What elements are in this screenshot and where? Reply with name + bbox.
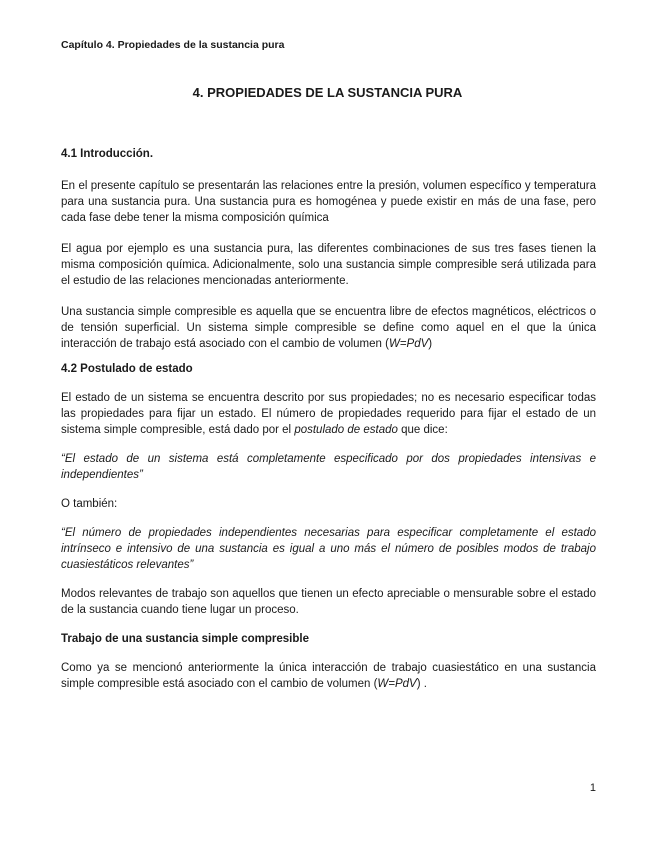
paragraph-text: Una sustancia simple compresible es aquella que se encuentra libre de efectos magnéticos, eléctricos o de tensión superficial. Un sistema simple compresible se define como aquel en el que la única interacción de trabajo está asociado con el cambio de volumen (: [61, 306, 596, 350]
paragraph-text-end: ) .: [416, 678, 427, 690]
paragraph: En el presente capítulo se presentarán las relaciones entre la presión, volumen específico y temperatura para una sustancia pura. Una sustancia pura es homogénea y puede existir en más de una fase, pero cada fase debe tener la misma composición química: [61, 180, 596, 224]
quote-text: “El número de propiedades independientes necesarias para especificar completamente el estado intrínseco e intensivo de una sustancia es igual a uno más el número de posibles modos de trabajo cuasiestáticos relevantes”: [61, 527, 596, 571]
paragraph-text-end: que dice:: [397, 424, 448, 436]
quote: [61, 525, 596, 573]
quote-text: “El estado de un sistema está completamente especificado por dos propiedades intensivas e independientes”: [61, 453, 596, 481]
page-title: 4. PROPIEDADES DE LA SUSTANCIA PURA: [192, 85, 463, 100]
section-heading-introduccion: 4.1 Introducción.: [61, 148, 154, 160]
paragraph-text: Como ya se mencionó anteriormente la única interacción de trabajo cuasiestático en una sustancia simple compresible está asociado con el cambio de volumen (: [61, 662, 596, 690]
paragraph: [61, 390, 596, 438]
emphasized-term: postulado de estado: [294, 424, 398, 436]
page-number: 1: [589, 782, 596, 794]
paragraph: [61, 660, 596, 692]
paragraph: El agua por ejemplo es una sustancia pura, las diferentes combinaciones de sus tres fases tienen la misma composición química. Adicionalmente, solo una sustancia simple compresible será utilizada para el estudio de las relaciones mencionadas anteriormente.: [61, 243, 596, 287]
formula: W=PdV: [377, 678, 417, 690]
section-heading-trabajo: Trabajo de una sustancia simple compresible: [61, 633, 309, 645]
paragraph-text-end: ): [428, 338, 433, 350]
formula: W=PdV: [388, 338, 429, 350]
paragraph: O también:: [61, 498, 118, 510]
running-header: Capítulo 4. Propiedades de la sustancia pura: [61, 39, 285, 51]
document-body: [61, 146, 596, 692]
paragraph: [61, 304, 596, 352]
paragraph: Modos relevantes de trabajo son aquellos que tienen un efecto apreciable o mensurable sobre el estado de la sustancia cuando tiene lugar un proceso.: [61, 588, 596, 616]
paragraph-text: El estado de un sistema se encuentra descrito por sus propiedades; no es necesario especificar todas las propiedades para fijar un estado. El número de propiedades requerido para fijar el estado de un sistema simple compresible, está dado por el: [61, 392, 596, 436]
quote: [61, 451, 596, 483]
section-heading-postulado: 4.2 Postulado de estado: [61, 363, 193, 375]
